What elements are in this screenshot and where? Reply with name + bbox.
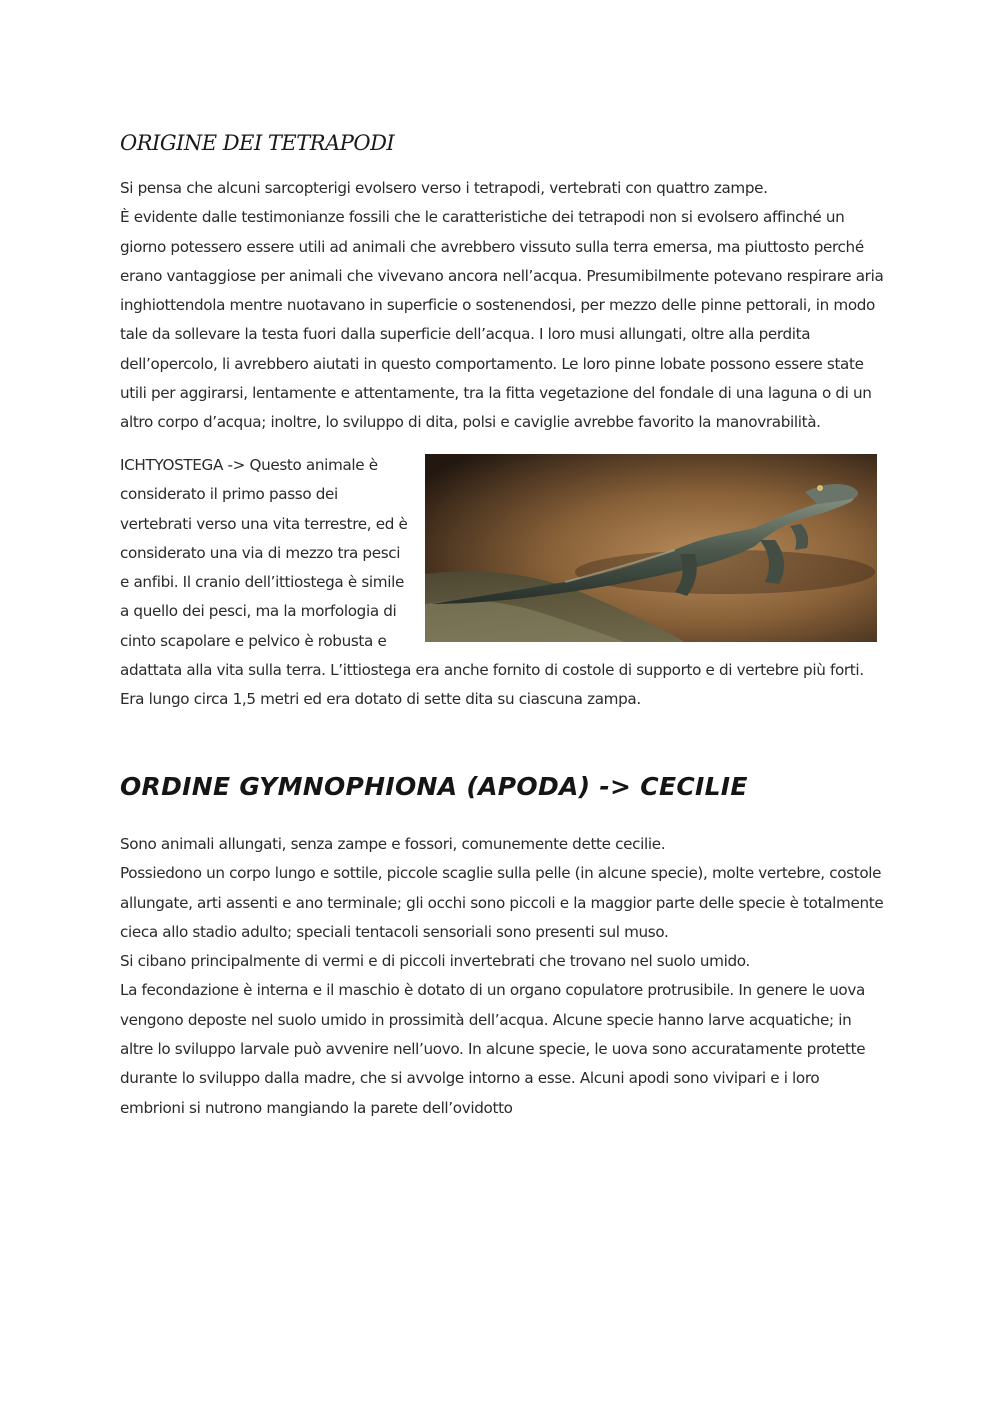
paragraph-line: Possiedono un corpo lungo e sottile, piccole scaglie sulla pelle (in alcune specie), molte vertebre, costole allungate, arti assenti e ano terminale; gli occhi sono piccoli e la maggior parte delle specie è totalmente cieca allo stadio adulto; speciali tentacoli sensoriali sono presenti sul muso.: [120, 864, 884, 941]
section-title-gymnophiona: ORDINE GYMNOPHIONA (APODA) -> CECILIE: [120, 772, 748, 801]
paragraph-line: Si cibano principalmente di vermi e di piccoli invertebrati che trovano nel suolo umido.: [120, 952, 750, 971]
paragraph-line: È evidente dalle testimonianze fossili che le caratteristiche dei tetrapodi non si evolsero affinché un giorno potessero essere utili ad animali che avrebbero vissuto sulla terra emersa, ma piuttosto perché erano vantaggiose per animali che vivevano ancora nell’acqua. Presumibilmente potevano respirare aria inghiottendola mentre nuotavano in superficie o sostenendosi, per mezzo delle pinne pettorali, in modo tale da sollevare la testa fuori dalla superficie dell’acqua. I loro musi allungati, oltre alla perdita dell’opercolo, li avrebbero aiutati in questo comportamento. Le loro pinne lobate possono essere state utili per aggirarsi, lentamente e attentamente, tra la fitta vegetazione del fondale di una laguna o di un altro corpo d’acqua; inoltre, lo sviluppo di dita, polsi e caviglie avrebbe favorito la manovrabilità.: [120, 208, 884, 432]
paragraph-tetrapodi: [120, 174, 885, 438]
section-title-tetrapodi: ORIGINE DEI TETRAPODI: [120, 131, 395, 155]
ichthyostega-image: [425, 454, 877, 642]
paragraph-line: Sono animali allungati, senza zampe e fossori, comunemente dette cecilie.: [120, 835, 666, 853]
ichthyostega-block: [120, 451, 885, 715]
ichthyostega-text: ICHTYOSTEGA -> Questo animale è considerato il primo passo dei vertebrati verso una vita terrestre, ed è considerato una via di mezzo tra pesci e anfibi. Il cranio dell’ittiostega è simile a quello dei pesci, ma la morfologia di cinto scapolare e pelvico è robusta e adattata alla vita sulla terra. L’ittiostega era anche fornito di costole di supporto e di vertebre più forti. Era lungo circa 1,5 metri ed era dotato di sette dita su ciascuna zampa.: [120, 456, 864, 709]
paragraph-line: Si pensa che alcuni sarcopterigi evolsero verso i tetrapodi, vertebrati con quattro zampe.: [120, 179, 768, 197]
paragraph-line: La fecondazione è interna e il maschio è dotato di un organo copulatore protrusibile. In genere le uova vengono deposte nel suolo umido in prossimità dell’acqua. Alcune specie hanno larve acquatiche; in altre lo sviluppo larvale può avvenire nell’uovo. In alcune specie, le uova sono accuratamente protette durante lo sviluppo dalla madre, che si avvolge intorno a esse. Alcuni apodi sono vivipari e i loro embrioni si nutrono mangiando la parete dell’ovidotto: [120, 981, 866, 1117]
paragraph-gymnophiona: [120, 830, 885, 1123]
